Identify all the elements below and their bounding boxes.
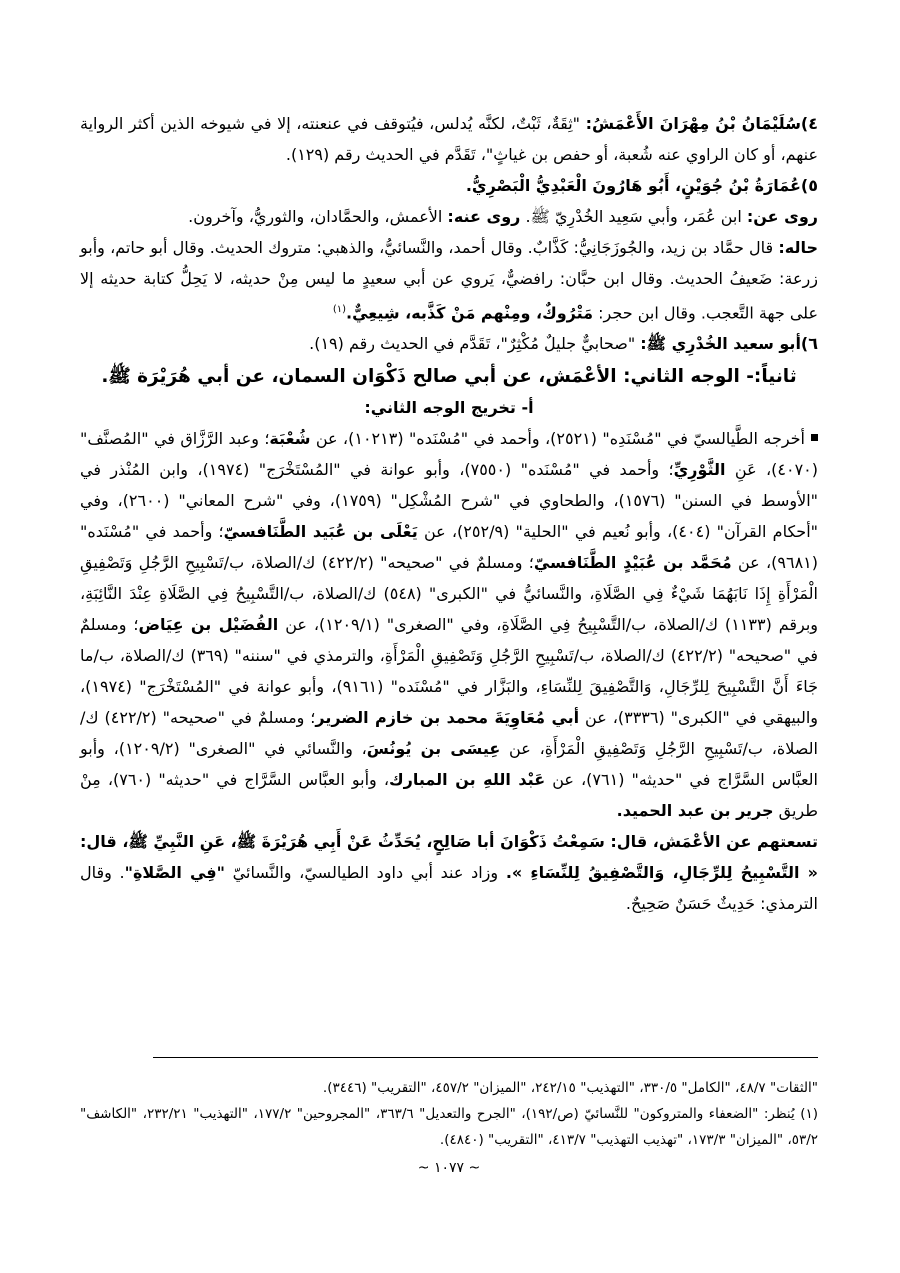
footnote-line-2: (١) يُنظر: "الضعفاء والمتروكون" للنَّسائيّ (ص/١٩٢)، "الجرح والتعديل" ٣٦٣/٦، "المجروحين" ١٧٧/٢، "التهذيب" ٢٣٢/٢١، "الكاشف" ٥٣/٢، "الميزان" ١٧٣/٣، "تهذيب التهذيب" ٤١٣/٧، "التقريب" (٤٨٤٠). (80, 1106, 819, 1148)
rawa-text: ابن عُمَر، وأبي سَعِيد الخُدْرِيّ ﷺ. (520, 207, 747, 226)
matn-bold: تسعتهم عن الأعْمَش، قال: سَمِعْتُ ذَكْوَانَ أبا صَالِحٍ، يُحَدِّثُ عَنْ أَبِي هُرَيْرَةَ ﷺ، عَنِ النَّبِيِّ ﷺ، قال: « التَّسْبِيحُ لِلرِّجَالِ، وَالتَّصْفِيقُ لِلنِّسَاءِ ». (80, 832, 819, 883)
takhrij-text: ؛ ومسلمٌ في "صحيحه" (٤٢٢/٢) ك/الصلاة، ب/تَسْبِيحِ الرَّجُلِ وَتَصْفِيقِ الْمَرْأَةِ، والترمذي في "سننه" (٣٦٩) ك/الصلاة، ب/ما جَاءَ أَنَّ التَّسْبِيحَ لِلرِّجَالِ، وَالتَّصْفِيقَ لِلنِّسَاءِ، والبَزَّار في "مُسْنَده" (٩١٦١)، وأبو عوانة في "المُسْتَخْرَج" (١٩٧٤)، والبيهقي في "الكبرى" (٣٣٣٦)، عن (80, 615, 819, 728)
matn-text: وزاد عند أبي داود الطيالسيّ، والنَّسائيّ (225, 863, 506, 883)
narrator-6 (80, 328, 818, 359)
takhrij-narrator: مُحَمَّد بن عُبَيْدٍ الطَّنَافسيّ (533, 553, 732, 573)
rawahu-text: الأعمش، والحمَّادان، والثوريُّ، وآخرون. (188, 207, 448, 226)
footnote-ref-1[interactable]: (١) (332, 304, 347, 315)
section-subheading: أ- تخريج الوجه الثاني: (364, 398, 534, 418)
hal-bold: مَتْرُوكٌ، ومِنْهم مَنْ كَذَّبه، شِيعِيٌّ. (346, 303, 594, 323)
narrator-6-text: "صحابيٌّ جليلٌ مُكْثِرٌ"، تَقَدَّم في الحديث رقم (١٩). (309, 334, 641, 354)
takhrij-narrator: أبي مُعَاوِيَةَ محمد بن خازم الضرير (315, 708, 580, 728)
narrator-4 (80, 108, 818, 170)
takhrij-text: ، وأبو العبَّاس السَّرَّاج في "حديثه" (٧٦٠)، مِنْ طريق (80, 770, 818, 821)
footnote-line-1: "الثقات" ٤٨/٧، "الكامل" ٣٣٠/٥، "التهذيب" ٢٤٢/١٥، "الميزان" ٤٥٧/٢، "التقريب" (٣٤٤٦). (322, 1080, 818, 1096)
takhrij-narrator: عِيسَى بن يُونُسَ (366, 739, 501, 759)
takhrij-text: ؛ وعبد الرَّزَّاق في "المُصنَّف" (٤٠٧٠)، عَنِ (80, 429, 818, 480)
takhrij-narrator: يَعْلَى بن عُبَيد الطَّنَافسيّ (223, 522, 418, 542)
takhrij-narrator: الثَّوْرِيِّ (673, 460, 726, 480)
footnote-divider (153, 1057, 818, 1058)
matn-bold-2: "فِي الصَّلاةِ" (124, 863, 225, 883)
section-heading: ثانياً:- الوجه الثاني: الأعْمَش، عن أبي صالح ذَكْوَان السمان، عن أبي هُرَيْرَة ﷺ. (101, 366, 797, 388)
footnotes (80, 1075, 818, 1181)
narrator-4-text: "ثِقَةٌ، ثَبْتٌ، لكنَّه يُدلس، فيُتوقف في عنعنته، إلا في شيوخه الذين أكثر الرواية عنهم، أو كان الراوي عنه شُعبة، أو حفص بن غياثٍ"، تَقَدَّم في الحديث رقم (١٢٩). (80, 114, 818, 164)
narrator-5-hal (80, 232, 818, 328)
rawa-label: روى عن: (746, 207, 818, 226)
narrator-4-name: ٤)سُلَيْمَانُ بْنُ مِهْرَانَ الأَعْمَشُ: (585, 114, 819, 133)
takhrij-text: أخرجه الطَّيالسيّ في "مُسْنَدِه" (٢٥٢١)، وأحمد في "مُسْنَده" (١٠٢١٣)، عن (310, 429, 805, 449)
page-number: ~ ١٠٧٧ ~ (417, 1160, 481, 1176)
takhrij-text: ؛ ومسلمٌ في "صحيحه" (٤٢٢/٢) ك/الصلاة، ب/تَسْبِيحِ الرَّجُلِ وَتَصْفِيقِ الْمَرْأَةِ، عن (80, 708, 819, 759)
takhrij-narrator: عَبْد اللهِ بن المبارك (389, 770, 546, 790)
matn-paragraph (80, 826, 818, 919)
takhrij-narrator: الفُضَيْل بن عِيَاض (138, 615, 279, 635)
rawahu-label: روى عنه: (447, 207, 521, 226)
takhrij-text: ؛ وأحمد في "مُسْنَده" (٧٥٥٠)، وأبو عوانة في "المُسْتَخْرَج" (١٩٧٤)، وابن المُنْذر في "الأوسط في السنن" (١٥٧٦)، والطحاوي في "شرح المُشْكِل" (١٧٥٩)، وفي "شرح المعاني" (٢٦٠٠)، وفي "أحكام القرآن" (٤٠٤)، وأبو نُعيم في "الحلية" (٢٥٢/٩)، عن (80, 460, 819, 542)
narrator-5-name: ٥)عُمَارَةُ بْنُ جُوَيْنٍ، أَبُو هَارُونَ الْعَبْدِيُّ الْبَصْرِيُّ. (465, 176, 818, 195)
hal-text: قال حمَّاد بن زيد، والجُوزَجَانِيُّ: كَذَّابٌ. وقال أحمد، والنَّسائيُّ، والذهبي: متروك الحديث. وقال أبو حاتم، وأبو زرعة: ضَعيفُ الحديث. وقال ابن حبَّان: رافضيٌّ، يَروي عن أبي سعيدٍ ما ليس مِنْ حديثه، لا يَحِلُّ كتابة حديثه إلا على جهة التَّعجب. وقال ابن حجر: (80, 238, 818, 323)
takhrij-text: ؛ ومسلمٌ في "صحيحه" (٤٢٢/٢) ك/الصلاة، ب/تَسْبِيحِ الرَّجُلِ وَتَصْفِيقِ الْمَرْأَةِ إِذَا نَابَهُمَا شَيْءٌ فِي الصَّلَاةِ، والنَّسائيُّ في "الكبرى" (٥٤٨) ك/الصلاة، ب/التَّسْبِيحُ فِي الصَّلَاةِ عِنْدَ النَّائِبَةِ، وبرقم (١١٣٣) ك/الصلاة، ب/التَّسْبِيحُ فِي الصَّلَاةِ، وفي "الصغرى" (١٢٠٩/١)، عن (80, 553, 819, 635)
takhrij-paragraph (80, 423, 818, 826)
narrator-5-rawa (80, 201, 818, 232)
takhrij-narrator: شُعْبَة (269, 429, 311, 449)
main-text (80, 108, 818, 919)
narrator-6-name: ٦)أبو سعيد الخُدْرِي ﷺ: (640, 334, 818, 354)
bullet-icon (811, 434, 818, 441)
matn-text-2: . وقال الترمذي: حَدِيثٌ حَسَنٌ صَحِيحٌ. (80, 863, 818, 914)
takhrij-text: ، والنَّسائي في "الصغرى" (١٢٠٩/٢)، وأبو العبَّاس السَّرَّاج في "حديثه" (٧٦١)، عن (80, 739, 819, 790)
hal-label: حاله: (778, 238, 818, 257)
takhrij-text: ؛ وأحمد في "مُسْنَده" (٩٦٨١)، عن (80, 522, 818, 573)
takhrij-narrator: جرير بن عبد الحميد. (616, 801, 774, 821)
